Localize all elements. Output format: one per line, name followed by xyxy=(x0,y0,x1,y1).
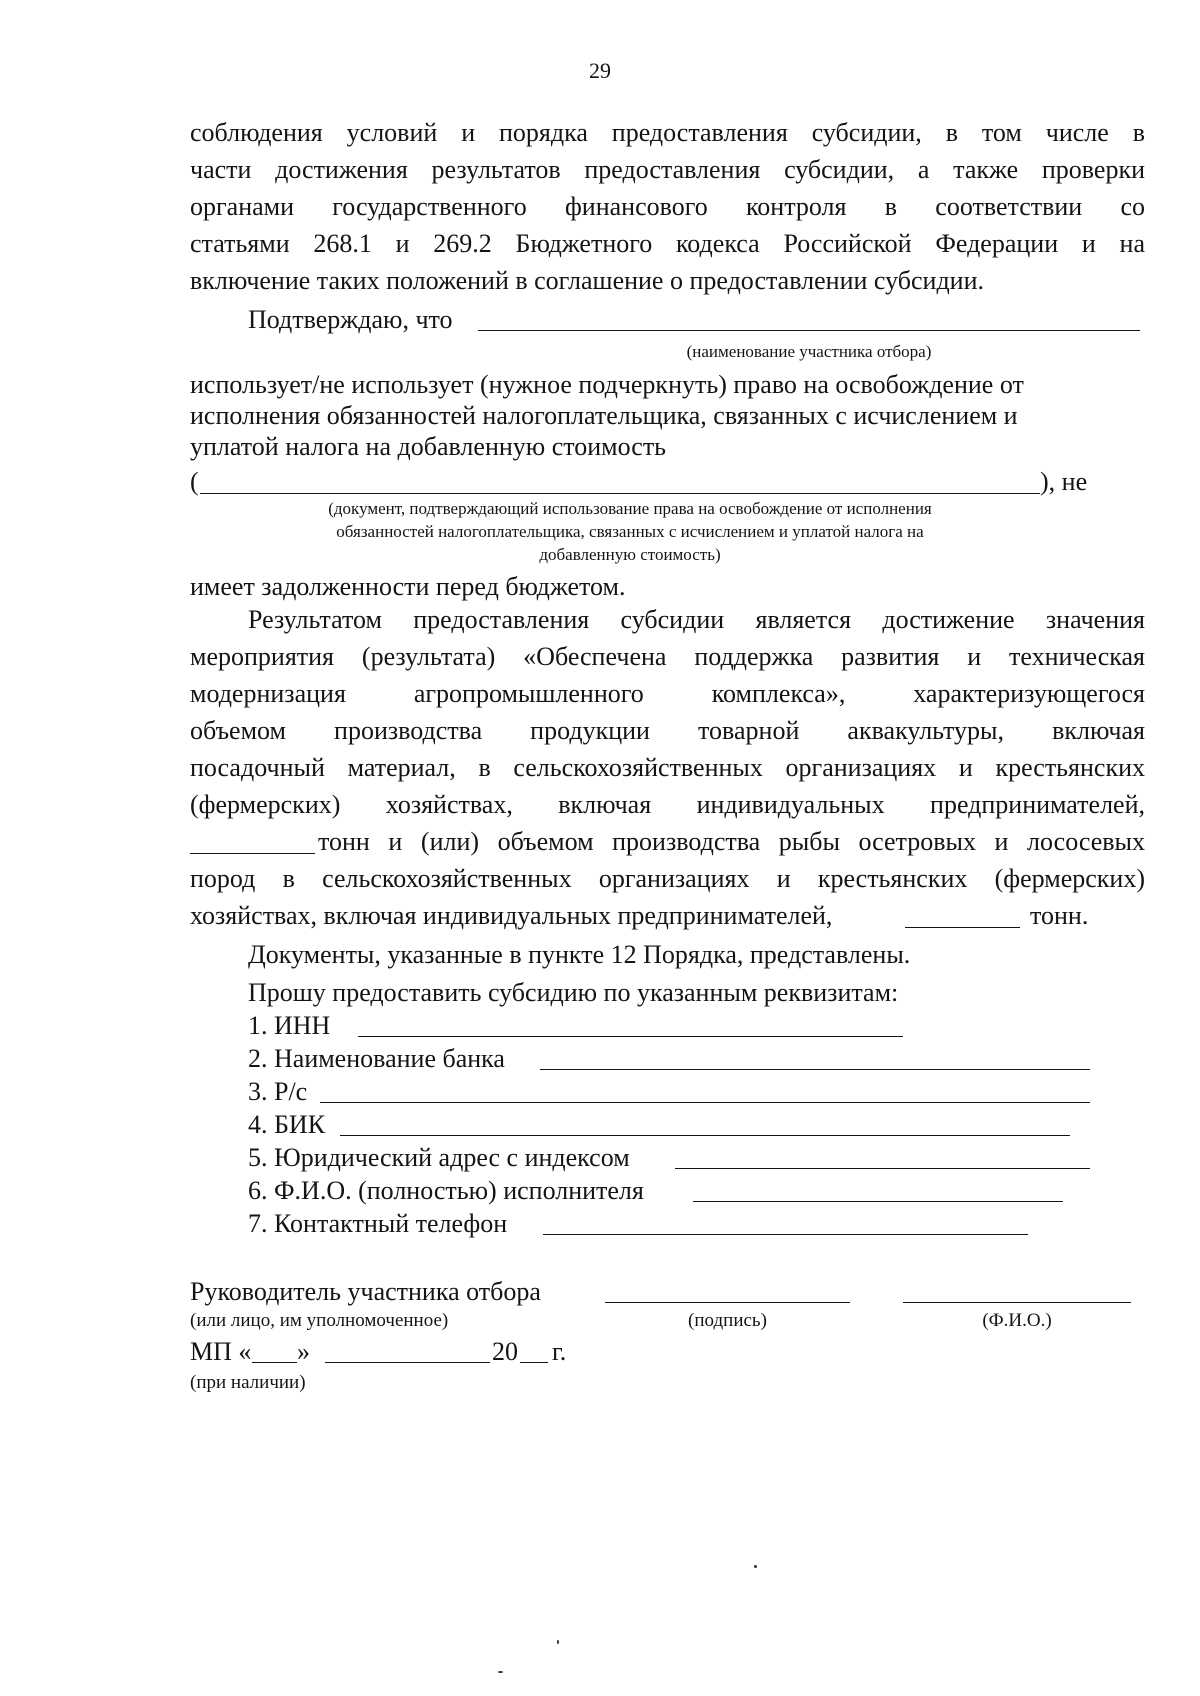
field-executor-label: 6. Ф.И.О. (полностью) исполнителя xyxy=(248,1176,644,1205)
field-bank-blank[interactable] xyxy=(540,1069,1090,1070)
scan-speck xyxy=(754,1565,757,1568)
year-blank[interactable] xyxy=(520,1362,548,1363)
para1-line-3: органами государственного финансового контроля в соответствии со xyxy=(190,192,1145,221)
doc-caption-line-2: обязанностей налогоплательщика, связанных с исчислением и уплатой налога на xyxy=(336,522,924,541)
field-account-label: 3. Р/с xyxy=(248,1077,308,1106)
request-line: Прошу предоставить субсидию по указанным реквизитам: xyxy=(248,978,899,1007)
field-address-blank[interactable] xyxy=(675,1168,1090,1169)
field-bank-label: 2. Наименование банка xyxy=(248,1044,505,1073)
result-line-5: посадочный материал, в сельскохозяйственных организациях и крестьянских xyxy=(190,753,1145,782)
confirm-line-1: использует/не использует (нужное подчеркнуть) право на освобождение от xyxy=(190,370,1024,399)
confirm-line-2: исполнения обязанностей налогоплательщика, связанных с исчислением и xyxy=(190,401,1018,430)
scan-speck xyxy=(498,1671,503,1673)
result-line-6: (фермерских) хозяйствах, включая индивидуальных предпринимателей, xyxy=(190,790,1145,819)
signature-caption: (подпись) xyxy=(688,1310,767,1331)
page-number: 29 xyxy=(589,58,611,83)
para1-line-5: включение таких положений в соглашение о предоставлении субсидии. xyxy=(190,266,985,295)
result-line-3: модернизация агропромышленного комплекса», характеризующегося xyxy=(190,679,1145,708)
mp-open: МП « xyxy=(190,1337,252,1366)
year-suffix: г. xyxy=(552,1337,567,1366)
confirm-paren-open: ( xyxy=(190,467,199,496)
result-line-9-unit: тонн. xyxy=(1030,901,1089,930)
field-account-blank[interactable] xyxy=(320,1102,1090,1103)
name-caption: (Ф.И.О.) xyxy=(982,1310,1052,1331)
doc-caption-line-3: добавленную стоимость) xyxy=(539,545,721,564)
fish-volume-blank[interactable] xyxy=(905,927,1020,928)
field-bik-label: 4. БИК xyxy=(248,1110,326,1139)
result-line-1: Результатом предоставления субсидии является достижение значения xyxy=(248,605,1145,634)
field-bik-blank[interactable] xyxy=(340,1135,1070,1136)
confirm-lead: Подтверждаю, что xyxy=(248,305,453,334)
field-executor-blank[interactable] xyxy=(693,1201,1063,1202)
docs-line: Документы, указанные в пункте 12 Порядка, представлены. xyxy=(248,940,911,969)
tax-document-blank[interactable] xyxy=(200,493,1040,494)
field-phone-label: 7. Контактный телефон xyxy=(248,1209,508,1238)
result-line-4: объемом производства продукции товарной аквакультуры, включая xyxy=(190,716,1145,745)
result-line-8: пород в сельскохозяйственных организациях и крестьянских (фермерских) xyxy=(190,864,1145,893)
para1-line-2: части достижения результатов предоставления субсидии, а также проверки xyxy=(190,155,1145,184)
result-line-7: тонн и (или) объемом производства рыбы осетровых и лососевых xyxy=(318,827,1145,856)
field-inn-blank[interactable] xyxy=(358,1036,903,1037)
day-blank[interactable] xyxy=(252,1362,297,1363)
month-blank[interactable] xyxy=(325,1362,490,1363)
name-blank[interactable] xyxy=(903,1302,1131,1303)
doc-caption-line-1: (документ, подтверждающий использование права на освобождение от исполнения xyxy=(328,499,932,518)
field-phone-blank[interactable] xyxy=(543,1234,1028,1235)
mp-close: » xyxy=(297,1337,310,1366)
para1-line-4: статьями 268.1 и 269.2 Бюджетного кодекса Российской Федерации и на xyxy=(190,229,1145,258)
signature-blank[interactable] xyxy=(605,1302,850,1303)
participant-name-blank[interactable] xyxy=(478,330,1140,331)
signature-head-caption: (или лицо, им уполномоченное) xyxy=(190,1310,449,1331)
signature-head: Руководитель участника отбора xyxy=(190,1277,541,1306)
result-line-2: мероприятия (результата) «Обеспечена поддержка развития и техническая xyxy=(190,642,1145,671)
confirm-tail: имеет задолженности перед бюджетом. xyxy=(190,572,626,601)
aquaculture-volume-blank[interactable] xyxy=(190,853,315,854)
confirm-paren-close: ), не xyxy=(1040,467,1088,496)
para1-line-1: соблюдения условий и порядка предоставления субсидии, в том числе в xyxy=(190,118,1145,147)
result-line-9: хозяйствах, включая индивидуальных предпринимателей, xyxy=(190,901,833,930)
confirm-line-3: уплатой налога на добавленную стоимость xyxy=(190,432,667,461)
field-inn-label: 1. ИНН xyxy=(248,1011,331,1040)
field-address-label: 5. Юридический адрес с индексом xyxy=(248,1143,630,1172)
year-prefix: 20 xyxy=(492,1337,518,1366)
mp-caption: (при наличии) xyxy=(190,1372,306,1393)
scan-speck xyxy=(557,1640,559,1644)
participant-name-caption: (наименование участника отбора) xyxy=(686,342,932,361)
